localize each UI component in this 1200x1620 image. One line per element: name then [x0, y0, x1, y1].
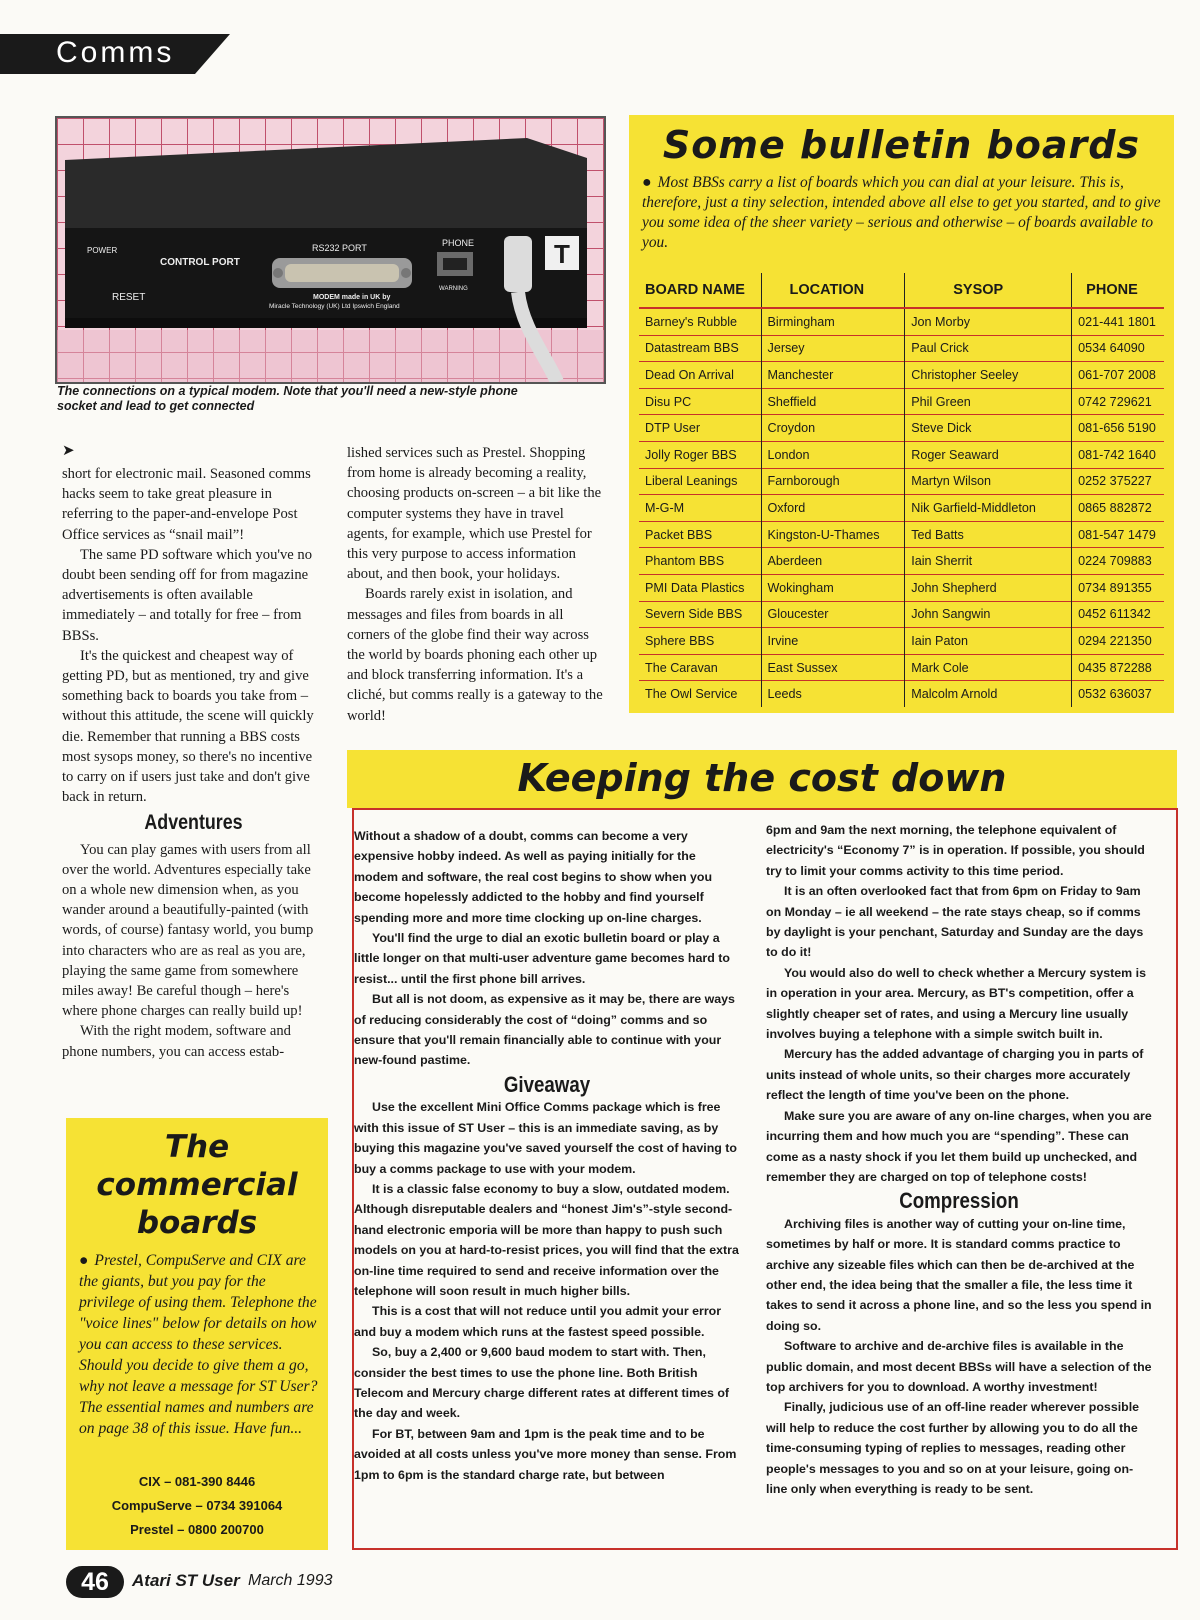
contact-line: Prestel – 0800 200700 — [130, 1522, 264, 1537]
table-row — [639, 308, 1164, 335]
table-row — [639, 654, 1164, 681]
table-cell: Roger Seaward — [905, 441, 1072, 468]
table-cell: 0865 882872 — [1072, 495, 1164, 522]
title-line: The — [164, 1129, 230, 1165]
table-cell: Packet BBS — [639, 521, 761, 548]
table-cell: 0452 611342 — [1072, 601, 1164, 628]
table-row — [639, 681, 1164, 707]
table-cell: 0534 64090 — [1072, 335, 1164, 362]
table-cell: Nik Garfield-Middleton — [905, 495, 1072, 522]
paragraph: Boards rarely exist in isolation, and messages and files from boards in all corners of the globe find their way across the world by boards phoning each other up and block transferring information. It's a cliché, but comms really is a gateway to the world! — [347, 586, 603, 724]
table-cell: Steve Dick — [905, 415, 1072, 442]
issue-date: March 1993 — [248, 1572, 333, 1589]
svg-text:T: T — [554, 239, 570, 269]
table-cell: 0294 221350 — [1072, 628, 1164, 655]
table-cell: Phantom BBS — [639, 548, 761, 575]
section-tab — [0, 34, 230, 74]
table-cell: Leeds — [761, 681, 905, 707]
table-cell: Jon Morby — [905, 308, 1072, 335]
table-row — [639, 601, 1164, 628]
contact-line: CompuServe – 0734 391064 — [111, 1498, 283, 1513]
section-label: Comms — [56, 36, 175, 69]
table-cell: Mark Cole — [905, 654, 1072, 681]
paragraph: The same PD software which you've no doubt been sending off for from magazine advertisements is often available immediately – and totally for free – from BBSs. — [62, 546, 313, 644]
intro-text: Most BBSs carry a list of boards which you can dial at your leisure. This is, therefore, just a tiny selection, intended above all else to get you started, and to give you some idea of the sheer variety – serious and otherwise – of boards available to you. — [642, 174, 1161, 251]
paragraph: Without a shadow of a doubt, comms can become a very expensive hobby indeed. As well as paying initially for the modem and software, the real cost begins to show when you become hopelessly addicted to the hobby and find yourself spending more and more time clocking up on-line charges. — [354, 829, 713, 925]
table-cell: Liberal Leanings — [639, 468, 761, 495]
table-cell: East Sussex — [761, 654, 905, 681]
table-row — [639, 335, 1164, 362]
paragraph: But all is not doom, as expensive as it may be, there are ways of reducing considerably the cost of “doing” comms and so ensure that you'll remain financially able to continue with your new-found pastime. — [354, 992, 735, 1068]
cost-column-right — [766, 823, 1152, 1499]
table-cell: Paul Crick — [905, 335, 1072, 362]
table-cell: 081-742 1640 — [1072, 441, 1164, 468]
table-row — [639, 468, 1164, 495]
table-cell: PMI Data Plastics — [639, 574, 761, 601]
paragraph: With the right modem, software and phone numbers, you can access estab- — [62, 1023, 291, 1060]
table-cell: London — [761, 441, 905, 468]
table-cell: Kingston-U-Thames — [761, 521, 905, 548]
commercial-boards-text — [79, 1250, 319, 1439]
page-footer — [66, 1566, 466, 1600]
column-header: BOARD NAME — [639, 273, 761, 308]
commercial-boards-box — [66, 1118, 328, 1550]
adventures-heading: Adventures — [144, 811, 243, 835]
bulletin-boards-intro — [642, 173, 1162, 253]
magazine-name: Atari ST User — [132, 1571, 240, 1590]
photo-caption: The connections on a typical modem. Note that you'll need a new-style phone socket and lead to get connected — [57, 384, 518, 413]
table-cell: Phil Green — [905, 388, 1072, 415]
table-cell: The Owl Service — [639, 681, 761, 707]
table-cell: 0224 709883 — [1072, 548, 1164, 575]
paragraph: It's the quickest and cheapest way of getting PD, but as mentioned, try and give something back to boards you take from – without this attitude, the scene will quickly die. Remember that running a BBS costs most sysops money, so there's no incentive to carry on if users just take and don't give back in return. — [62, 647, 314, 806]
paragraph: Finally, judicious use of an off-line reader wherever possible will help to reduce the cost further by allowing you to do all the time-consuming typing of replies to messages, reading other people's messages to you and so on at your leisure, going on-line only when everything is ready to be sent. — [766, 1400, 1140, 1496]
modem-maker-address: Miracle Technology (UK) Ltd Ipswich England — [269, 303, 400, 310]
table-cell: 0734 891355 — [1072, 574, 1164, 601]
table-cell: Iain Sherrit — [905, 548, 1072, 575]
table-cell: 081-656 5190 — [1072, 415, 1164, 442]
table-cell: Oxford — [761, 495, 905, 522]
title-line: commercial — [96, 1167, 298, 1203]
modem-maker-label: MODEM made in UK by — [313, 294, 391, 301]
paragraph: Archiving files is another way of cutting your on-line time, sometimes by half or more. It is standard comms practice to archive any sizeable files which can then be de-archived at the other end, the idea being that the smaller a file, the less time it takes to send it across a phone line, and so the less you spend in doing so. — [766, 1216, 1152, 1333]
table-cell: Manchester — [761, 362, 905, 389]
paragraph: lished services such as Prestel. Shopping from home is already becoming a reality, choosing products on-screen – a bit like the computer systems they have in travel agents, for example, which use Prestel for this very purpose to access information about, and then book, your holidays. — [347, 445, 602, 583]
warning-label: WARNING — [439, 286, 468, 292]
table-cell: 061-707 2008 — [1072, 362, 1164, 389]
table-row — [639, 521, 1164, 548]
table-cell: 0435 872288 — [1072, 654, 1164, 681]
column-header: LOCATION — [761, 273, 905, 308]
article-column-1 — [62, 464, 325, 1062]
table-cell: Sheffield — [761, 388, 905, 415]
table-cell: 0252 375227 — [1072, 468, 1164, 495]
table-cell: Iain Paton — [905, 628, 1072, 655]
table-cell: Malcolm Arnold — [905, 681, 1072, 707]
table-cell: John Shepherd — [905, 574, 1072, 601]
bulletin-boards-table — [639, 273, 1164, 707]
table-cell: Aberdeen — [761, 548, 905, 575]
title-line: boards — [136, 1205, 258, 1241]
column-header: SYSOP — [905, 273, 1072, 308]
paragraph: It is a classic false economy to buy a slow, outdated modem. Although disreputable dealers and “honest Jim's”-style second-hand electronic emporia will be more than happy to push such models on you at hard-to-resist prices, you will find that the extra on-line time required to send and receive information over the telephone will soon result in much higher bills. — [354, 1181, 739, 1298]
reset-label: RESET — [112, 292, 146, 303]
table-cell: Disu PC — [639, 388, 761, 415]
cost-title-band — [347, 750, 1177, 808]
table-row — [639, 415, 1164, 442]
table-cell: John Sangwin — [905, 601, 1072, 628]
table-cell: Dead On Arrival — [639, 362, 761, 389]
rs232-label: RS232 PORT — [312, 243, 367, 253]
paragraph: You can play games with users from all over the world. Adventures especially take on a whole new dimension when, as you wander around a beautifully-painted (with words, of course) fantasy world, you bump into characters who are as real as you are, playing the same game from somewhere miles away! Be careful though – here's where phone charges can really build up! — [62, 841, 314, 1020]
control-port-label: CONTROL PORT — [160, 257, 240, 268]
table-cell: Jolly Roger BBS — [639, 441, 761, 468]
table-cell: Christopher Seeley — [905, 362, 1072, 389]
table-row — [639, 388, 1164, 415]
paragraph: You'll find the urge to dial an exotic bulletin board or play a little longer on that multi-user adventure game becomes hard to resist... until the first phone bill arrives. — [354, 931, 730, 986]
table-cell: 0742 729621 — [1072, 388, 1164, 415]
paragraph: short for electronic mail. Seasoned comms hacks seem to take great pleasure in referring to the paper-and-envelope Post Office services as “snail mail”! — [62, 466, 311, 543]
table-cell: Wokingham — [761, 574, 905, 601]
paragraph: Make sure you are aware of any on-line charges, when you are incurring them and how much you are “spending”. These can come as a nasty shock if you let them build up unchecked, and remember they are charged on top of telephone costs! — [766, 1108, 1152, 1184]
commercial-contacts — [66, 1470, 328, 1542]
table-row — [639, 628, 1164, 655]
column-header: PHONE — [1072, 273, 1164, 308]
cost-box — [352, 808, 1178, 1550]
table-header-row — [639, 273, 1164, 308]
table-cell: Datastream BBS — [639, 335, 761, 362]
paragraph: Software to archive and de-archive files is available in the public domain, and most decent BBSs will have a selection of the top archivers for you to download. A worthy investment! — [766, 1339, 1152, 1394]
table-cell: Martyn Wilson — [905, 468, 1072, 495]
power-label: POWER — [87, 246, 118, 255]
bulletin-boards-box — [629, 115, 1174, 713]
paragraph: Mercury has the added advantage of charging you in parts of units instead of whole units, so their charges more accurately reflect the length of time you've been on the phone. — [766, 1047, 1144, 1103]
paragraph: So, buy a 2,400 or 9,600 baud modem to start with. Then, consider the best times to use the phone line. Both British Telecom and Mercury charge different rates at different times of the day and week. — [354, 1345, 730, 1421]
table-cell: Gloucester — [761, 601, 905, 628]
table-cell: Sphere BBS — [639, 628, 761, 655]
table-cell: The Caravan — [639, 654, 761, 681]
table-cell: Severn Side BBS — [639, 601, 761, 628]
bullet-icon: ● — [79, 1252, 89, 1269]
table-cell: Croydon — [761, 415, 905, 442]
commercial-text-body: Prestel, CompuServe and CIX are the giants, but you pay for the privilege of using them. Telephone the "voice lines" below for details on how you can access to these services. Should you decide to give them a go, why not leave a message for ST User? The essential names and numbers are on page 38 of this issue. Have fun... — [79, 1252, 318, 1437]
paragraph: This is a cost that will not reduce until you admit your error and buy a modem which runs at the fastest speed possible. — [354, 1304, 722, 1339]
paragraph: For BT, between 9am and 1pm is the peak time and to be avoided at all costs unless you've more money than sense. From 1pm to 6pm is the standard charge rate, but between — [354, 1426, 737, 1482]
table-cell: 081-547 1479 — [1072, 521, 1164, 548]
table-cell: Barney's Rubble — [645, 314, 738, 329]
table-cell: Farnborough — [761, 468, 905, 495]
phone-label: PHONE — [442, 238, 475, 248]
table-cell: Ted Batts — [905, 521, 1072, 548]
table-row — [639, 441, 1164, 468]
modem-photo — [55, 116, 606, 384]
giveaway-heading: Giveaway — [503, 1071, 591, 1097]
page-number: 46 — [66, 1566, 124, 1598]
table-cell: Irvine — [761, 628, 905, 655]
paragraph: You would also do well to check whether a Mercury system is in operation in your area. Mercury, as BT's competition, offer a slightly cheaper set of rates, and using a Mercury line usually involves buying a telephone with a simple switch built in. — [766, 965, 1146, 1042]
table-cell: 021-441 1801 — [1072, 308, 1164, 335]
table-row — [639, 362, 1164, 389]
compression-heading: Compression — [899, 1188, 1019, 1214]
table-cell: 0532 636037 — [1072, 681, 1164, 707]
article-column-2 — [347, 443, 605, 726]
table-row — [639, 495, 1164, 522]
contact-line: CIX – 081-390 8446 — [138, 1474, 256, 1489]
continue-arrow-icon: ➤ — [62, 441, 75, 459]
table-row — [639, 574, 1164, 601]
paragraph: Use the excellent Mini Office Comms package which is free with this issue of ST User – this is an immediate saving, as by buying this magazine you've saved yourself the cost of having to buy a comms package to use with your modem. — [354, 1100, 738, 1176]
table-cell: DTP User — [639, 415, 761, 442]
table-row — [639, 548, 1164, 575]
paragraph: It is an often overlooked fact that from 6pm on Friday to 9am on Monday – ie all weekend – the rate stays cheap, so if comms by daylight is your penchant, Saturday and Sunday are the days to do it! — [766, 884, 1144, 960]
cost-title: Keeping the cost down — [517, 756, 1007, 800]
commercial-boards-title — [66, 1128, 328, 1242]
table-cell: Jersey — [761, 335, 905, 362]
bullet-icon: ● — [642, 174, 652, 191]
table-cell: M-G-M — [639, 495, 761, 522]
cost-column-left — [354, 826, 740, 1485]
paragraph: 6pm and 9am the next morning, the telephone equivalent of electricity's “Economy 7” is in operation. If possible, you should try to limit your comms activity to this time period. — [766, 823, 1145, 878]
table-cell: Birmingham — [761, 308, 905, 335]
bulletin-boards-title: Some bulletin boards — [662, 123, 1141, 167]
